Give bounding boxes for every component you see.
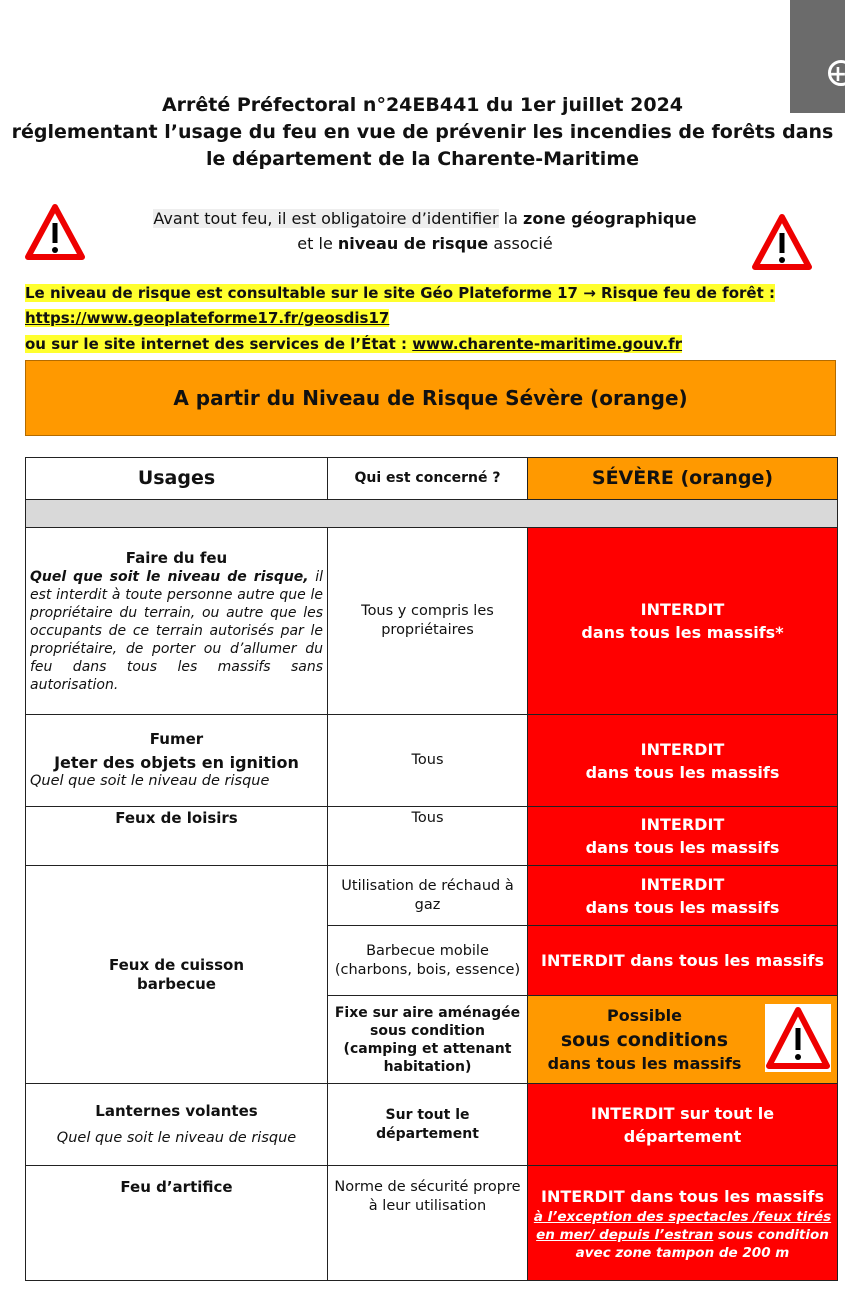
info-line: ou sur le site internet des services de l’État : www.charente-maritime.gouv.fr [25,335,683,353]
separator-row [26,500,838,528]
risk-level-banner: A partir du Niveau de Risque Sévère (orange) [25,360,836,436]
zoom-in-icon[interactable]: + [828,60,854,86]
table-row: Fumer Jeter des objets en ignition Quel que soit le niveau de risque Tous INTERDIT dans tous les massifs [26,715,838,807]
table-row: Barbecue mobile (charbons, bois, essence) INTERDIT dans tous les massifs [26,926,838,996]
table-row: Faire du feu Quel que soit le niveau de risque, il est interdit à toute personne autre que le propriétaire du terrain, ou autre que les occupants de ce terrain autorisés par le propriétaire, de porter ou d’allumer du feu dans tous les massifs sans autorisation. Tous y compris les propriétaires INTERDIT dans tous les massifs* [26,528,838,715]
table-row: Feux de loisirs Tous INTERDIT dans tous les massifs [26,807,838,866]
info-line: Le niveau de risque est consultable sur le site Géo Plateforme 17 → Risque feu de forêt : [25,284,775,302]
geoplateforme-link[interactable]: https://www.geoplateforme17.fr/geosdis17 [25,309,390,327]
table-row: Feu d’artifice Norme de sécurité propre à leur utilisation INTERDIT dans tous les massifs à l’exception des spectacles /feux tirés en mer/ depuis l’estran sous condition avec zone tampon de 200 m [26,1166,838,1281]
warning-icon [765,1004,831,1072]
table-row: Feux de cuisson barbecue Utilisation de réchaud à gaz INTERDIT dans tous les massifs [26,866,838,926]
document-title: Arrêté Préfectoral n°24EB441 du 1er juillet 2024 réglementant l’usage du feu en vue de prévenir les incendies de forêts dans le département de la Charente-Maritime [11,94,834,170]
table-row: Lanternes volantes Quel que soit le niveau de risque Sur tout le département INTERDIT sur tout le département [26,1084,838,1166]
warning-icon [25,203,85,261]
intro-text: Avant tout feu, il est obligatoire d’identifier la zone géographique et le niveau de risque associé [153,209,697,253]
prefecture-link[interactable]: www.charente-maritime.gouv.fr [412,335,683,353]
warning-icon [752,213,812,271]
fire-usage-table [25,457,838,1281]
table-row: Fixe sur aire aménagée sous condition (camping et attenant habitation) Possible sous conditions dans tous les massifs [26,996,838,1084]
table-header: Usages Qui est concerné ? SÉVÈRE (orange) [26,458,838,500]
